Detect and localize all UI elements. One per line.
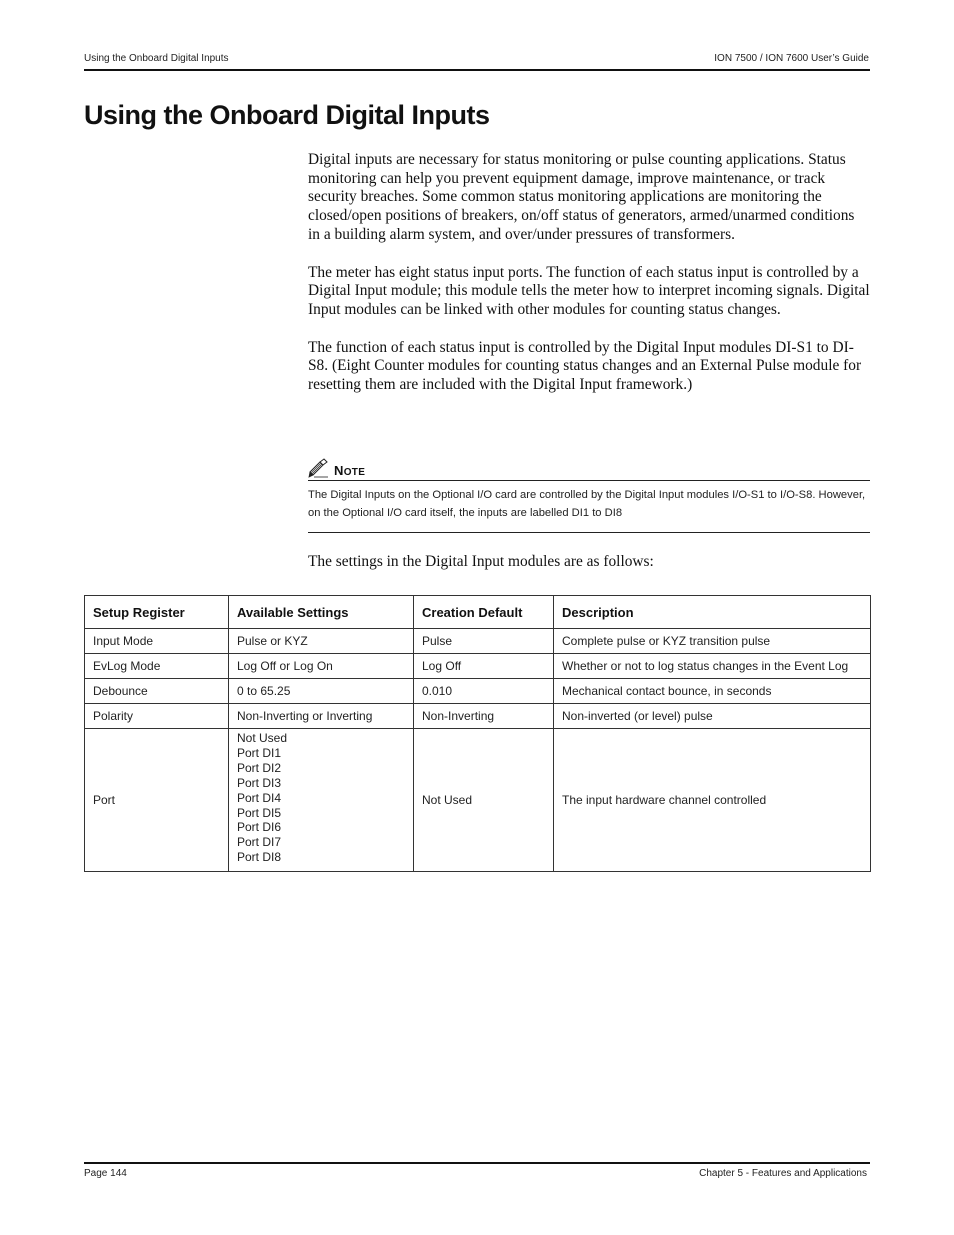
table-header-row xyxy=(85,596,871,629)
table-cell: 0 to 65.25 xyxy=(229,679,414,704)
table-row xyxy=(85,629,871,654)
column-header: Description xyxy=(554,596,871,629)
column-header: Available Settings xyxy=(229,596,414,629)
port-option: Port DI1 xyxy=(237,745,282,760)
table-cell: Non-inverted (or level) pulse xyxy=(554,704,871,729)
table-row xyxy=(85,654,871,679)
table-cell: 0.010 xyxy=(414,679,554,704)
port-option: Port DI6 xyxy=(237,820,282,835)
table-row-port xyxy=(85,729,871,872)
paragraph: The meter has eight status input ports. The function of each status input is controlled by a Digital Input module; this module tells the meter how to interpret incoming signals. Digital Input modules can be linked with other modules for counting status changes. xyxy=(308,263,870,318)
table-row xyxy=(85,679,871,704)
body-text xyxy=(308,151,870,414)
chapter-footer: Chapter 5 - Features and Applications xyxy=(699,1168,867,1179)
table-cell: The input hardware channel controlled xyxy=(554,729,871,872)
table-intro: The settings in the Digital Input modules are as follows: xyxy=(308,553,654,570)
header-rule xyxy=(84,69,870,71)
page-number: Page 144 xyxy=(84,1168,127,1179)
table-cell: EvLog Mode xyxy=(85,654,229,679)
table-cell: Mechanical contact bounce, in seconds xyxy=(554,679,871,704)
table-cell: Non-Inverting xyxy=(414,704,554,729)
note-header xyxy=(308,456,870,481)
footer-rule xyxy=(84,1162,870,1164)
port-option: Port DI2 xyxy=(237,760,282,775)
table-cell: Complete pulse or KYZ transition pulse xyxy=(554,629,871,654)
table-cell: Pulse or KYZ xyxy=(229,629,414,654)
page-title: Using the Onboard Digital Inputs xyxy=(84,100,490,130)
table-cell: Whether or not to log status changes in the Event Log xyxy=(554,654,871,679)
running-header-left: Using the Onboard Digital Inputs xyxy=(84,53,229,64)
note-box xyxy=(308,456,870,533)
table-cell: Port xyxy=(85,729,229,872)
port-option: Port DI8 xyxy=(237,850,282,865)
port-option: Port DI4 xyxy=(237,790,282,805)
table-cell: Log Off xyxy=(414,654,554,679)
port-option: Port DI3 xyxy=(237,775,282,790)
running-header-right: ION 7500 / ION 7600 User’s Guide xyxy=(714,53,869,64)
port-option: Port DI7 xyxy=(237,835,282,850)
port-option: Not Used xyxy=(237,731,288,745)
port-options-list xyxy=(237,729,405,871)
table-cell: Input Mode xyxy=(85,629,229,654)
table-cell: Polarity xyxy=(85,704,229,729)
table-cell: Non-Inverting or Inverting xyxy=(229,704,414,729)
column-header: Creation Default xyxy=(414,596,554,629)
pencil-note-icon xyxy=(308,458,330,478)
column-header: Setup Register xyxy=(85,596,229,629)
port-option: Port DI5 xyxy=(237,805,282,820)
table-cell: Not Used xyxy=(414,729,554,872)
paragraph: The function of each status input is controlled by the Digital Input modules DI-S1 to DI-S8. (Eight Counter modules for counting status changes and an External Pulse module for resetting them are included with the Digital Input framework.) xyxy=(308,338,862,394)
paragraph: Digital inputs are necessary for status monitoring or pulse counting applications. Status monitoring can help you prevent equipment damage, improve maintenance, or track security breaches. Some common status monitoring applications are monitoring the closed/open positions of breakers, on/off status of generators, armed/unarmed conditions in a building alarm system, and over/under pressures of transformers. xyxy=(308,151,855,243)
note-text: The Digital Inputs on the Optional I/O card are controlled by the Digital Input modules I/O-S1 to I/O-S8. However, on the Optional I/O card itself, the inputs are labelled DI1 to DI8 xyxy=(308,481,870,533)
table-cell: Debounce xyxy=(85,679,229,704)
table-cell: Log Off or Log On xyxy=(229,654,414,679)
table-row xyxy=(85,704,871,729)
table-cell: Pulse xyxy=(414,629,554,654)
port-options-cell xyxy=(229,729,414,872)
note-label: NOTE xyxy=(334,463,366,478)
settings-table xyxy=(84,595,871,872)
